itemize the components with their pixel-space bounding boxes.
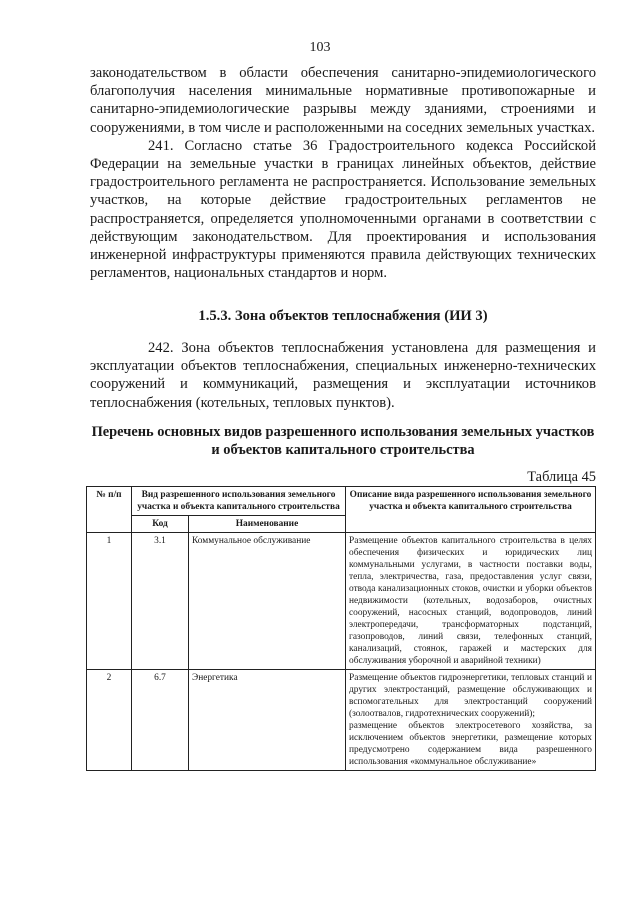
table-row [87,670,596,771]
table-row [87,533,596,670]
paragraph-intro [90,64,596,282]
row-code: 3.1 [132,533,189,670]
paragraph-continuation: законодательством в области обеспечения санитарно-эпидемиологического благополучия населения минимальные нормативные противопожарные и санитарно-эпидемиологические разрывы между зданиями, строениями и сооружениями, в том числе и расположенными на соседних земельных участках. [90,65,596,136]
header-name: Наименование [189,516,346,533]
row-description: Размещение объектов капитального строительства в целях обеспечения физических и юридических лиц коммунальными услугами, в частности поставки воды, тепла, электричества, газа, предоставления услуг связи, отвода канализационных стоков, очистки и уборки объектов недвижимости (котельных, водозаборов, очистных сооружений, насосных станций, водопроводов, линий электропередачи, трансформаторных подстанций, газопроводов, линий связи, телефонных станций, канализаций, стоянок, гаражей и мастерских для обслуживания уборочной и аварийной техники) [346,533,596,670]
row-num: 2 [87,670,132,771]
header-description: Описание вида разрешенного использования земельного участка и объекта капитального строительства [346,487,596,533]
page-number: 103 [309,40,331,55]
header-code: Код [132,516,189,533]
paragraph-242: 242. Зона объектов теплоснабжения установлена для размещения и эксплуатации объектов теплоснабжения, специальных инженерно-технических сооружений и коммуникаций, размещения и эксплуатации источников теплоснабжения (котельных, тепловых пунктов). [90,340,596,411]
row-description-part1: Размещение объектов гидроэнергетики, тепловых станций и других электростанций, размещение обслуживающих и вспомогательных для электростанций сооружений (золоотвалов, гидротехнических сооружений); [349,673,592,719]
row-description [346,670,596,771]
paragraph-241: 241. Согласно статье 36 Градостроительного кодекса Российской Федерации на земельные участки в границах линейных объектов, действие градостроительного регламента не распространяется. Использование земельных участков, на которые действие градостроительных регламентов не распространяется, определяется уполномоченными органами в соответствии с действующим законодательством. Для проектирования и использования инженерной инфраструктуры применяются правила действующих технических регламентов, национальных стандартов и норм. [90,137,596,282]
section-heading: 1.5.3. Зона объектов теплоснабжения (ИИ 3) [198,308,488,324]
row-description-part2: размещение объектов электросетевого хозяйства, за исключением объектов энергетики, размещение которых предусмотрено содержанием вида разрешенного использования «коммунальное обслуживание» [349,721,592,767]
list-title: Перечень основных видов разрешенного использования земельных участков и объектов капитального строительства [91,424,595,458]
header-num: № п/п [87,487,132,533]
row-code: 6.7 [132,670,189,771]
use-types-table [86,486,596,771]
header-use-type: Вид разрешенного использования земельного участка и объекта капитального строительства [132,487,346,516]
table-caption: Таблица 45 [527,469,596,485]
table-header-row [87,487,596,516]
row-name: Энергетика [189,670,346,771]
row-num: 1 [87,533,132,670]
row-name: Коммунальное обслуживание [189,533,346,670]
paragraph-block-242 [90,339,596,412]
